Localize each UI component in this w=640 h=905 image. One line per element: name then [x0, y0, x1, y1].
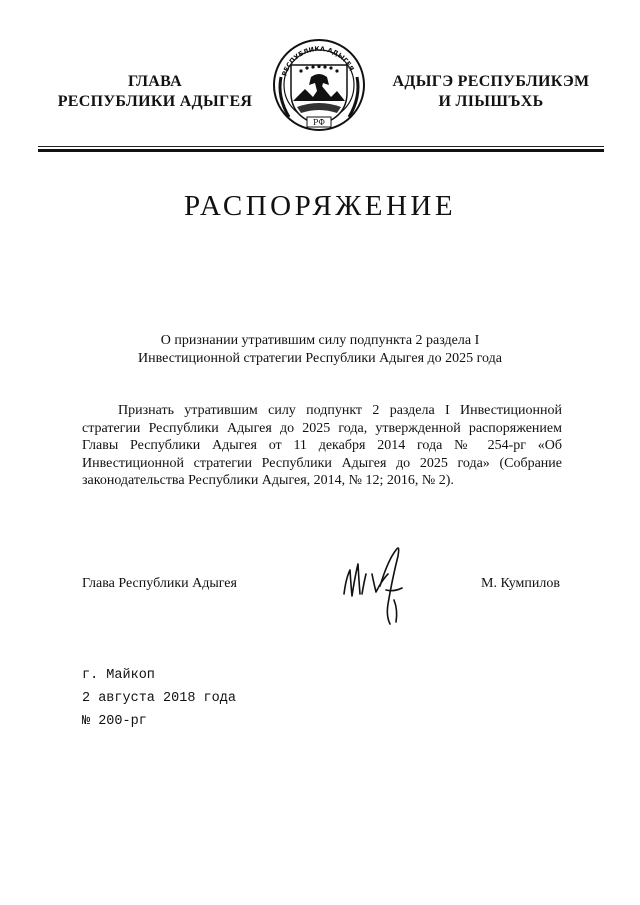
svg-text:РЕСПУБЛИКА АДЫГЕЯ: РЕСПУБЛИКА АДЫГЕЯ [280, 44, 356, 78]
stamp-date: 2 августа 2018 года [82, 691, 236, 706]
issuer-title-adyghe-line2: И ЛІЫШЪХЬ [438, 93, 544, 110]
signer-position: Глава Республики Адыгея [82, 576, 237, 591]
stamp-number: № 200-рг [82, 714, 147, 729]
header-divider-thin [38, 146, 604, 147]
subject-line2: Инвестиционной стратегии Республики Адыгея до 2025 года [138, 351, 502, 366]
handwritten-signature-icon [338, 530, 410, 630]
header-divider-thick [38, 149, 604, 152]
issuer-title-line2: РЕСПУБЛИКИ АДЫГЕЯ [57, 93, 253, 110]
issuer-title-russian [40, 72, 270, 112]
document-body-paragraph: Признать утратившим силу подпункт 2 раздела I Инвестиционной стратегии Республики Адыгея до 2025 года, утвержденной распоряжением Главы Республики Адыгея от 11 декабря 2014 года № 254-рг «Об Инвестиционной стратегии Республики Адыгея до 2025 года» (Собрание законодательства Республики Адыгея, 2014, № 12; 2016, № 2). [82, 403, 562, 489]
issuer-title-adyghe [376, 72, 606, 112]
issuer-title-adyghe-line1: АДЫГЭ РЕСПУБЛИКЭМ [392, 73, 590, 90]
registration-stamp [82, 664, 236, 733]
subject-line1: О признании утратившим силу подпункта 2 раздела I [160, 333, 480, 348]
signer-name: М. Кумпилов [481, 576, 560, 591]
document-subject [60, 332, 580, 368]
issuer-title-line1: ГЛАВА [128, 73, 182, 90]
coat-of-arms-icon [271, 37, 367, 133]
svg-text:РФ: РФ [312, 118, 326, 127]
document-type-title: РАСПОРЯЖЕНИЕ [183, 190, 457, 222]
stamp-city: г. Майкоп [82, 668, 155, 683]
